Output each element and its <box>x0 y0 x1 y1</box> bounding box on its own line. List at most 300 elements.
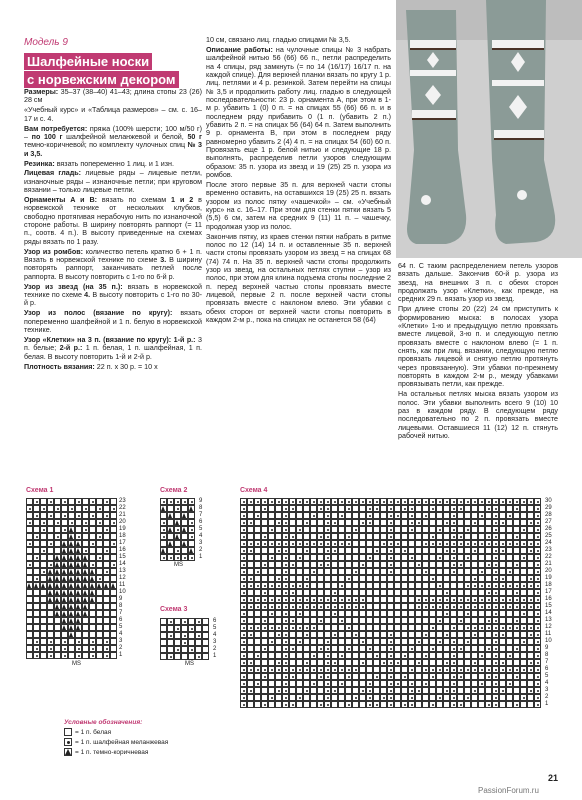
chart-cell <box>387 589 394 596</box>
chart-cell <box>254 624 261 631</box>
chart-cell <box>352 568 359 575</box>
chart-cell <box>506 519 513 526</box>
chart-cell <box>317 505 324 512</box>
chart-cell <box>261 617 268 624</box>
chart-cell <box>275 603 282 610</box>
chart-cell <box>506 638 513 645</box>
chart-cell <box>443 624 450 631</box>
chart-cell <box>345 519 352 526</box>
chart-cell <box>352 638 359 645</box>
chart-cell <box>492 610 499 617</box>
schema-1-grid <box>26 498 117 659</box>
chart-cell <box>82 547 89 554</box>
chart-cell <box>478 568 485 575</box>
chart-cell <box>61 547 68 554</box>
chart-cell <box>520 610 527 617</box>
chart-cell <box>513 624 520 631</box>
chart-cell <box>160 554 167 561</box>
chart-cell <box>254 589 261 596</box>
chart-cell <box>534 701 541 708</box>
chart-cell <box>310 617 317 624</box>
chart-cell <box>324 701 331 708</box>
chart-cell <box>174 653 181 660</box>
chart-cell <box>380 617 387 624</box>
chart-cell <box>345 687 352 694</box>
chart-cell <box>282 547 289 554</box>
chart-cell <box>471 631 478 638</box>
chart-cell <box>513 659 520 666</box>
chart-cell <box>429 512 436 519</box>
chart-cell <box>443 512 450 519</box>
chart-cell <box>96 610 103 617</box>
chart-cell <box>415 638 422 645</box>
chart-cell <box>457 526 464 533</box>
chart-cell <box>103 603 110 610</box>
chart-cell <box>415 561 422 568</box>
chart-cell <box>457 631 464 638</box>
chart-cell <box>68 519 75 526</box>
row-number: 12 <box>119 575 126 581</box>
chart-cell <box>254 568 261 575</box>
chart-cell <box>450 687 457 694</box>
chart-cell <box>422 652 429 659</box>
chart-cell <box>174 540 181 547</box>
chart-cell <box>240 533 247 540</box>
chart-cell <box>174 646 181 653</box>
chart-cell <box>429 687 436 694</box>
chart-cell <box>40 582 47 589</box>
chart-cell <box>415 666 422 673</box>
chart-cell <box>471 582 478 589</box>
chart-cell <box>457 540 464 547</box>
chart-cell <box>492 673 499 680</box>
chart-cell <box>289 680 296 687</box>
chart-cell <box>359 631 366 638</box>
chart-cell <box>422 680 429 687</box>
text-column-3 <box>398 262 558 442</box>
chart-cell <box>296 596 303 603</box>
chart-cell <box>436 568 443 575</box>
chart-cell <box>366 631 373 638</box>
chart-cell <box>380 512 387 519</box>
chart-cell <box>492 701 499 708</box>
chart-cell <box>345 540 352 547</box>
chart-cell <box>26 568 33 575</box>
chart-cell <box>422 624 429 631</box>
chart-cell <box>96 652 103 659</box>
chart-cell <box>338 589 345 596</box>
chart-cell <box>103 645 110 652</box>
chart-cell <box>110 533 117 540</box>
chart-cell <box>282 498 289 505</box>
chart-cell <box>303 631 310 638</box>
chart-cell <box>485 659 492 666</box>
legend-heading: Условные обозначения: <box>64 719 143 726</box>
chart-cell <box>457 673 464 680</box>
chart-cell <box>174 526 181 533</box>
chart-cell <box>240 512 247 519</box>
chart-cell <box>373 547 380 554</box>
chart-cell <box>478 540 485 547</box>
chart-cell <box>373 575 380 582</box>
chart-cell <box>89 631 96 638</box>
chart-cell <box>401 645 408 652</box>
chart-cell <box>33 652 40 659</box>
chart-cell <box>82 582 89 589</box>
chart-cell <box>408 547 415 554</box>
chart-cell <box>303 680 310 687</box>
chart-cell <box>401 533 408 540</box>
chart-cell <box>401 687 408 694</box>
chart-cell <box>33 568 40 575</box>
chart-cell <box>338 624 345 631</box>
chart-cell <box>324 582 331 589</box>
chart-cell <box>254 540 261 547</box>
chart-cell <box>520 701 527 708</box>
chart-cell <box>296 498 303 505</box>
chart-cell <box>54 575 61 582</box>
chart-cell <box>401 694 408 701</box>
chart-cell <box>338 498 345 505</box>
chart-cell <box>506 617 513 624</box>
chart-cell <box>61 631 68 638</box>
chart-cell <box>26 631 33 638</box>
paragraph: Описание работы: на чулочные спицы № 3 набрать шалфейной нитью 56 (66) 66 п., петли распределить на 4 спицы, ряд замкнуть (= по 14 (16/17) 16/17 п. на каждой спице). Для верхней планки вязать по кругу 1 р. лиц. петлями и 4 р. резинкой. Затем перейти на спицы № 3,5 и продолжить работу лиц. гладью в следующей последовательности: 23 р. орнамента А, при этом в 1-м р. убавить 1 (0) 0 п. = на спицах 55 (66) 66 п. и в последнем ряду прибавить 0 (1 п. (убавить 2 п.) убавить 2 п. = на спицах 56 (64) 64 п. Затем выполнить 9 р. орнамента В, при этом в последнем ряду равномерно убавить 2 (4) 4 п. = на спицах 54 (60) 60 п. Провязать еще 1 р. белой нитью и следующие 18 р. выполнять, распределив петли узоров следующим образом: 35 п. узора из звезд и 19 (25) 25 п. узора из ромбов. <box>206 45 391 180</box>
chart-cell <box>240 694 247 701</box>
chart-cell <box>499 498 506 505</box>
chart-cell <box>373 610 380 617</box>
chart-cell <box>310 624 317 631</box>
chart-cell <box>450 596 457 603</box>
chart-cell <box>202 632 209 639</box>
chart-cell <box>247 505 254 512</box>
chart-cell <box>296 652 303 659</box>
chart-cell <box>422 554 429 561</box>
chart-cell <box>394 617 401 624</box>
chart-cell <box>54 533 61 540</box>
chart-cell <box>345 701 352 708</box>
chart-cell <box>303 666 310 673</box>
chart-cell <box>359 610 366 617</box>
row-number: 17 <box>119 540 126 546</box>
chart-cell <box>289 610 296 617</box>
chart-cell <box>345 617 352 624</box>
row-number: 10 <box>545 638 552 644</box>
chart-cell <box>75 610 82 617</box>
chart-cell <box>359 624 366 631</box>
chart-cell <box>436 694 443 701</box>
chart-cell <box>103 498 110 505</box>
text-column-1 <box>24 88 202 373</box>
chart-cell <box>394 526 401 533</box>
chart-cell <box>282 540 289 547</box>
chart-cell <box>289 596 296 603</box>
paragraph: При длине стопы 20 (22) 24 см приступить к формированию мыска: в полосах узора «Клетки» 1-ю и предыдущую петлю провязать вместе лицевой, 3-ю п. и следующую петлю провязать вместе с наклоном влево (= 1 п. снять, как при лиц. вязании, следующую петлю провязать лицевой и снятую петлю протянуть через провязанную). Эти убавки по-прежнему повторять в каждом 2-м р., между убавками провязывать петли, как прежде. <box>398 305 558 389</box>
chart-cell <box>387 617 394 624</box>
chart-cell <box>464 652 471 659</box>
chart-cell <box>82 505 89 512</box>
chart-cell <box>188 512 195 519</box>
chart-cell <box>188 533 195 540</box>
chart-cell <box>303 498 310 505</box>
chart-cell <box>436 680 443 687</box>
chart-cell <box>61 554 68 561</box>
chart-cell <box>240 498 247 505</box>
chart-cell <box>492 666 499 673</box>
chart-cell <box>240 645 247 652</box>
chart-cell <box>527 505 534 512</box>
chart-cell <box>380 526 387 533</box>
chart-cell <box>380 624 387 631</box>
chart-cell <box>75 638 82 645</box>
chart-cell <box>464 589 471 596</box>
chart-cell <box>254 610 261 617</box>
chart-cell <box>261 652 268 659</box>
chart-cell <box>96 589 103 596</box>
chart-cell <box>268 533 275 540</box>
chart-cell <box>359 540 366 547</box>
text-column-2 <box>206 36 391 326</box>
chart-cell <box>478 526 485 533</box>
chart-cell <box>254 652 261 659</box>
chart-cell <box>317 512 324 519</box>
chart-cell <box>261 533 268 540</box>
chart-cell <box>82 526 89 533</box>
chart-cell <box>310 596 317 603</box>
chart-cell <box>429 540 436 547</box>
chart-cell <box>33 582 40 589</box>
chart-cell <box>68 617 75 624</box>
chart-cell <box>275 519 282 526</box>
chart-cell <box>331 673 338 680</box>
legend-white: = 1 п. белая <box>64 728 168 738</box>
chart-cell <box>174 519 181 526</box>
chart-cell <box>408 596 415 603</box>
chart-cell <box>75 540 82 547</box>
chart-cell <box>499 547 506 554</box>
chart-cell <box>422 638 429 645</box>
chart-cell <box>296 533 303 540</box>
chart-cell <box>324 666 331 673</box>
chart-cell <box>485 638 492 645</box>
chart-cell <box>33 561 40 568</box>
chart-cell <box>110 638 117 645</box>
paragraph: 10 см, связано лиц. гладью спицами № 3,5. <box>206 36 351 44</box>
chart-cell <box>82 568 89 575</box>
chart-cell <box>331 694 338 701</box>
chart-cell <box>506 610 513 617</box>
chart-cell <box>464 512 471 519</box>
chart-cell <box>82 540 89 547</box>
chart-cell <box>275 568 282 575</box>
chart-cell <box>167 519 174 526</box>
chart-cell <box>33 575 40 582</box>
chart-cell <box>296 603 303 610</box>
chart-cell <box>415 512 422 519</box>
chart-cell <box>275 610 282 617</box>
chart-cell <box>268 666 275 673</box>
chart-cell <box>181 547 188 554</box>
chart-cell <box>261 638 268 645</box>
chart-cell <box>499 603 506 610</box>
chart-cell <box>450 582 457 589</box>
chart-cell <box>422 610 429 617</box>
chart-cell <box>415 603 422 610</box>
chart-cell <box>513 547 520 554</box>
chart-cell <box>310 554 317 561</box>
chart-cell <box>317 610 324 617</box>
chart-cell <box>527 568 534 575</box>
chart-cell <box>202 646 209 653</box>
chart-cell <box>331 687 338 694</box>
chart-cell <box>499 554 506 561</box>
chart-cell <box>450 540 457 547</box>
chart-cell <box>75 526 82 533</box>
chart-cell <box>338 694 345 701</box>
chart-cell <box>520 659 527 666</box>
page-number: 21 <box>548 773 559 783</box>
chart-cell <box>338 519 345 526</box>
chart-cell <box>195 639 202 646</box>
chart-cell <box>160 505 167 512</box>
chart-cell <box>110 624 117 631</box>
chart-cell <box>61 589 68 596</box>
chart-cell <box>26 610 33 617</box>
chart-cell <box>296 687 303 694</box>
chart-cell <box>373 519 380 526</box>
chart-cell <box>261 673 268 680</box>
chart-cell <box>478 659 485 666</box>
chart-cell <box>478 652 485 659</box>
chart-cell <box>240 575 247 582</box>
chart-cell <box>534 498 541 505</box>
chart-cell <box>240 582 247 589</box>
chart-cell <box>303 652 310 659</box>
chart-cell <box>40 596 47 603</box>
chart-cell <box>68 568 75 575</box>
chart-cell <box>296 680 303 687</box>
chart-cell <box>408 659 415 666</box>
chart-cell <box>527 575 534 582</box>
paragraph: Резинка: вязать попеременно 1 лиц. и 1 изн. <box>24 159 174 168</box>
chart-cell <box>478 582 485 589</box>
chart-cell <box>422 596 429 603</box>
schema-3-title: Схема 3 <box>160 606 188 613</box>
chart-cell <box>436 575 443 582</box>
chart-cell <box>247 680 254 687</box>
chart-cell <box>373 687 380 694</box>
chart-cell <box>75 631 82 638</box>
chart-cell <box>188 547 195 554</box>
chart-cell <box>457 624 464 631</box>
chart-cell <box>471 673 478 680</box>
chart-cell <box>103 624 110 631</box>
legend <box>64 718 168 758</box>
chart-cell <box>401 638 408 645</box>
chart-cell <box>401 631 408 638</box>
chart-cell <box>289 568 296 575</box>
chart-cell <box>506 561 513 568</box>
chart-cell <box>415 575 422 582</box>
chart-cell <box>167 646 174 653</box>
schema-2-title: Схема 2 <box>160 487 188 494</box>
chart-cell <box>160 639 167 646</box>
chart-cell <box>534 540 541 547</box>
chart-cell <box>345 512 352 519</box>
chart-cell <box>96 547 103 554</box>
chart-cell <box>345 645 352 652</box>
chart-cell <box>195 632 202 639</box>
chart-cell <box>188 632 195 639</box>
chart-cell <box>26 547 33 554</box>
chart-cell <box>103 582 110 589</box>
chart-cell <box>261 701 268 708</box>
chart-cell <box>457 687 464 694</box>
chart-cell <box>331 589 338 596</box>
chart-cell <box>303 526 310 533</box>
chart-cell <box>310 533 317 540</box>
chart-cell <box>324 575 331 582</box>
chart-cell <box>47 554 54 561</box>
chart-cell <box>268 568 275 575</box>
row-number: 21 <box>545 561 552 567</box>
chart-cell <box>527 554 534 561</box>
chart-cell <box>275 638 282 645</box>
chart-cell <box>310 673 317 680</box>
chart-cell <box>89 540 96 547</box>
chart-cell <box>401 519 408 526</box>
chart-cell <box>103 526 110 533</box>
chart-cell <box>506 568 513 575</box>
white-swatch-icon <box>64 728 72 736</box>
chart-cell <box>61 568 68 575</box>
chart-cell <box>324 505 331 512</box>
chart-cell <box>310 680 317 687</box>
row-number: 4 <box>213 632 217 638</box>
chart-cell <box>450 519 457 526</box>
chart-cell <box>247 540 254 547</box>
chart-cell <box>345 666 352 673</box>
chart-cell <box>296 561 303 568</box>
chart-cell <box>499 694 506 701</box>
row-number: 15 <box>119 554 126 560</box>
chart-cell <box>96 596 103 603</box>
row-number: 7 <box>545 659 549 665</box>
chart-cell <box>310 701 317 708</box>
chart-cell <box>464 568 471 575</box>
chart-cell <box>478 624 485 631</box>
chart-cell <box>89 575 96 582</box>
chart-cell <box>195 618 202 625</box>
chart-cell <box>110 582 117 589</box>
chart-cell <box>296 694 303 701</box>
chart-cell <box>436 673 443 680</box>
chart-cell <box>261 554 268 561</box>
chart-cell <box>422 519 429 526</box>
chart-cell <box>167 526 174 533</box>
chart-cell <box>457 694 464 701</box>
chart-cell <box>513 694 520 701</box>
chart-cell <box>240 589 247 596</box>
chart-cell <box>443 638 450 645</box>
chart-cell <box>485 505 492 512</box>
chart-cell <box>471 645 478 652</box>
chart-cell <box>317 666 324 673</box>
chart-cell <box>471 596 478 603</box>
chart-cell <box>181 625 188 632</box>
chart-cell <box>247 652 254 659</box>
chart-cell <box>401 673 408 680</box>
